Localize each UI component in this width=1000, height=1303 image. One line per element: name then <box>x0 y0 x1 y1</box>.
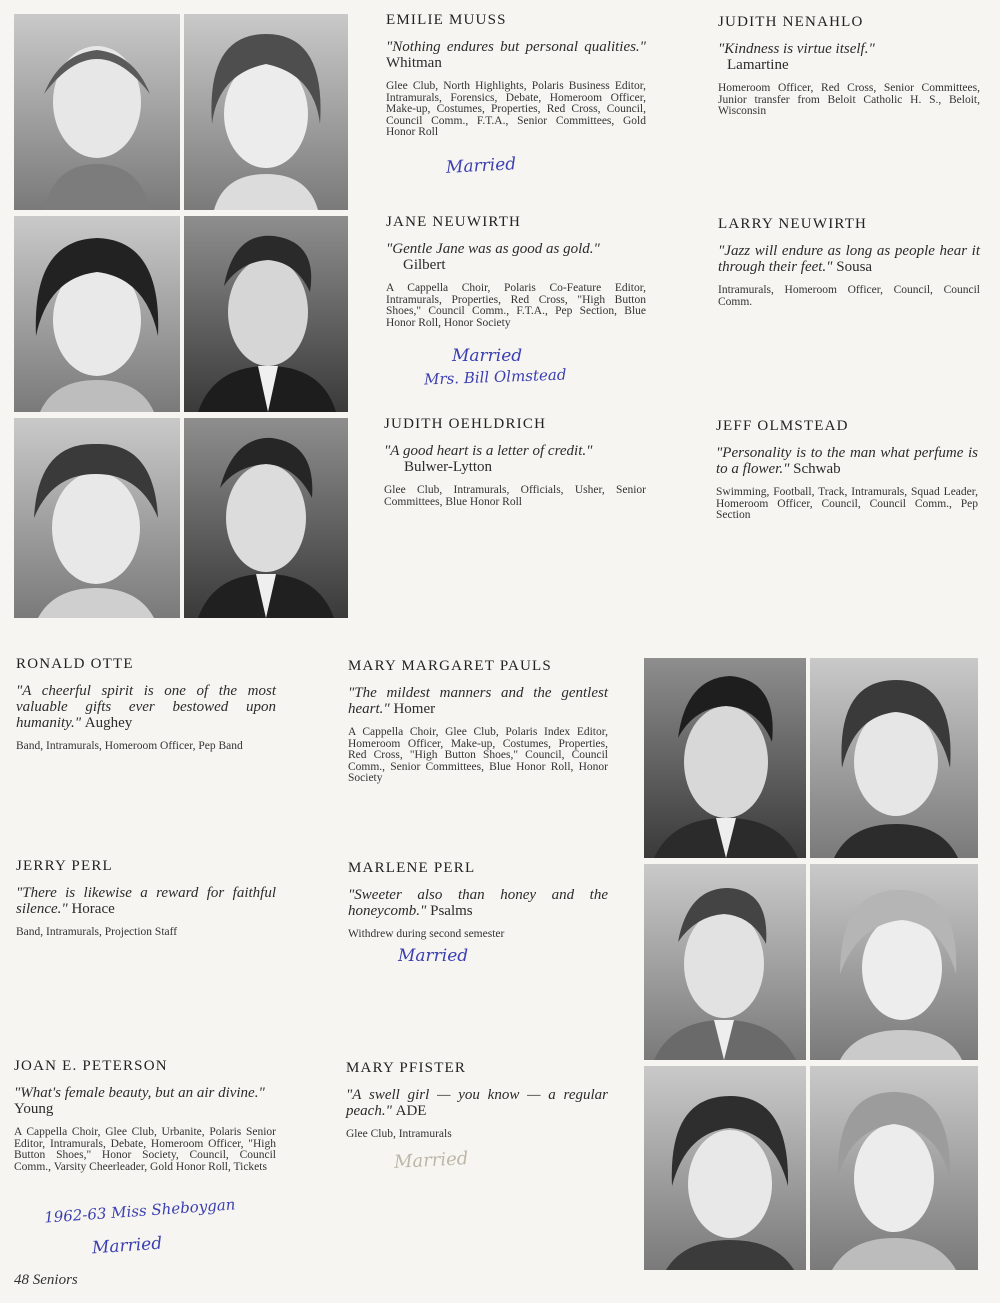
portrait-judith-nenahlo <box>184 14 348 210</box>
entry-larry-neuwirth <box>718 216 980 308</box>
senior-quote: "Kindness is virtue itself." Lamartine <box>718 41 875 73</box>
senior-quote: "Sweeter also than honey and the honeycomb." Psalms <box>348 887 608 919</box>
handwritten-note: Married <box>452 346 523 366</box>
quote-author: Psalms <box>430 903 473 919</box>
senior-activities: Glee Club, North Highlights, Polaris Business Editor, Intramurals, Forensics, Debate, Homeroom Officer, Make-up, Costumes, Properties, Red Cross, Council, Council Comm., F.T.A., Senior Committees, Gold Honor Roll <box>386 80 646 139</box>
quote-author: Young <box>14 1101 54 1117</box>
handwritten-note: Married <box>393 1148 469 1173</box>
senior-name: JERRY PERL <box>16 858 113 874</box>
entry-jane-neuwirth <box>386 214 646 329</box>
photo-grid-bottom <box>644 658 978 1270</box>
senior-activities: Glee Club, Intramurals <box>346 1128 452 1140</box>
quote-author: Bulwer-Lytton <box>404 459 493 475</box>
senior-name: JUDITH NENAHLO <box>718 14 864 30</box>
quote-author: Schwab <box>793 461 841 477</box>
senior-name: JANE NEUWIRTH <box>386 214 522 230</box>
entry-mary-margaret-pauls <box>348 658 608 785</box>
entry-judith-oehldrich <box>384 416 646 508</box>
entry-emilie-muuss <box>386 12 646 139</box>
senior-activities: Withdrew during second semester <box>348 928 505 940</box>
portrait-emilie-muuss <box>14 14 180 210</box>
quote-author: ADE <box>395 1103 427 1119</box>
portrait-ronald-otte <box>644 658 806 858</box>
photo-grid-top <box>14 14 348 618</box>
quote-author: Aughey <box>84 715 133 731</box>
page-footer: 48 Seniors <box>14 1272 78 1288</box>
entry-jerry-perl <box>16 858 276 939</box>
senior-quote: "A good heart is a letter of credit." Bulwer-Lytton <box>384 443 593 475</box>
portrait-jerry-perl <box>644 864 806 1060</box>
quote-author: Lamartine <box>727 57 789 73</box>
portrait-marlene-perl <box>810 864 978 1060</box>
handwritten-note: Married <box>445 154 517 178</box>
senior-quote: "The mildest manners and the gentlest heart." Homer <box>348 685 608 717</box>
senior-quote: "What's female beauty, but an air divine." Young <box>14 1085 265 1117</box>
senior-activities: A Cappella Choir, Glee Club, Polaris Index Editor, Homeroom Officer, Make-up, Costumes, Properties, Red Cross, "High Button Shoes," Council, Council Comm., Senior Committees, Blue Honor Roll, Honor Society <box>348 726 608 785</box>
handwritten-note: Married <box>398 946 469 966</box>
senior-name: JEFF OLMSTEAD <box>716 418 849 434</box>
senior-name: EMILIE MUUSS <box>386 12 507 28</box>
senior-name: JOAN E. PETERSON <box>14 1058 168 1074</box>
senior-quote: "There is likewise a reward for faithful silence." Horace <box>16 885 276 917</box>
senior-activities: Band, Intramurals, Homeroom Officer, Pep Band <box>16 740 243 752</box>
senior-quote: "Jazz will endure as long as people hear it through their feet." Sousa <box>718 243 980 275</box>
senior-activities: Swimming, Football, Track, Intramurals, Squad Leader, Homeroom Officer, Council, Council Comm., Pep Section <box>716 486 978 522</box>
senior-name: RONALD OTTE <box>16 656 134 672</box>
senior-quote: "Nothing endures but personal qualities." Whitman <box>386 39 646 71</box>
senior-activities: A Cappella Choir, Polaris Co-Feature Editor, Intramurals, Properties, Red Cross, "High Button Shoes," Council Comm., F.T.A., Pep Section, Blue Honor Roll, Honor Society <box>386 282 646 329</box>
portrait-jane-neuwirth <box>14 216 180 412</box>
quote-author: Homer <box>393 701 436 717</box>
handwritten-note: Mrs. Bill Olmstead <box>423 365 567 389</box>
portrait-larry-neuwirth <box>184 216 348 412</box>
entry-jeff-olmstead <box>716 418 978 522</box>
quote-author: Gilbert <box>403 257 446 273</box>
portrait-mary-margaret-pauls <box>810 658 978 858</box>
handwritten-note: 1962-63 Miss Sheboygan <box>43 1195 236 1227</box>
senior-activities: Band, Intramurals, Projection Staff <box>16 926 178 938</box>
senior-name: MARY PFISTER <box>346 1060 467 1076</box>
senior-quote: "Gentle Jane was as good as gold." Gilbert <box>386 241 600 273</box>
entry-judith-nenahlo <box>718 14 980 118</box>
entry-joan-peterson <box>14 1058 276 1173</box>
senior-name: MARLENE PERL <box>348 860 476 876</box>
quote-author: Sousa <box>836 259 873 275</box>
portrait-jeff-olmstead <box>184 418 348 618</box>
senior-quote: "A swell girl — you know — a regular peach." ADE <box>346 1087 608 1119</box>
senior-name: MARY MARGARET PAULS <box>348 658 552 674</box>
entry-ronald-otte <box>16 656 276 753</box>
portrait-joan-peterson <box>644 1066 806 1270</box>
senior-activities: Homeroom Officer, Red Cross, Senior Committees, Junior transfer from Beloit Catholic H. S., Beloit, Wisconsin <box>718 82 980 118</box>
senior-quote: "Personality is to the man what perfume is to a flower." Schwab <box>716 445 978 477</box>
entry-mary-pfister <box>346 1060 608 1141</box>
senior-name: JUDITH OEHLDRICH <box>384 416 547 432</box>
senior-name: LARRY NEUWIRTH <box>718 216 868 232</box>
entry-marlene-perl <box>348 860 608 941</box>
portrait-mary-pfister <box>810 1066 978 1270</box>
senior-activities: Glee Club, Intramurals, Officials, Usher, Senior Committees, Blue Honor Roll <box>384 484 646 508</box>
senior-quote: "A cheerful spirit is one of the most valuable gifts ever bestowed upon humanity." Aughey <box>16 683 276 731</box>
quote-author: Horace <box>71 901 115 917</box>
senior-activities: Intramurals, Homeroom Officer, Council, Council Comm. <box>718 284 980 308</box>
quote-author: Whitman <box>386 55 442 71</box>
handwritten-note: Married <box>91 1233 163 1259</box>
senior-activities: A Cappella Choir, Glee Club, Urbanite, Polaris Senior Editor, Intramurals, Debate, Homeroom Officer, "High Button Shoes," Honor Society, Council, Council Comm., Varsity Cheerleader, Gold Honor Roll, Tickets <box>14 1126 276 1173</box>
portrait-judith-oehldrich <box>14 418 180 618</box>
